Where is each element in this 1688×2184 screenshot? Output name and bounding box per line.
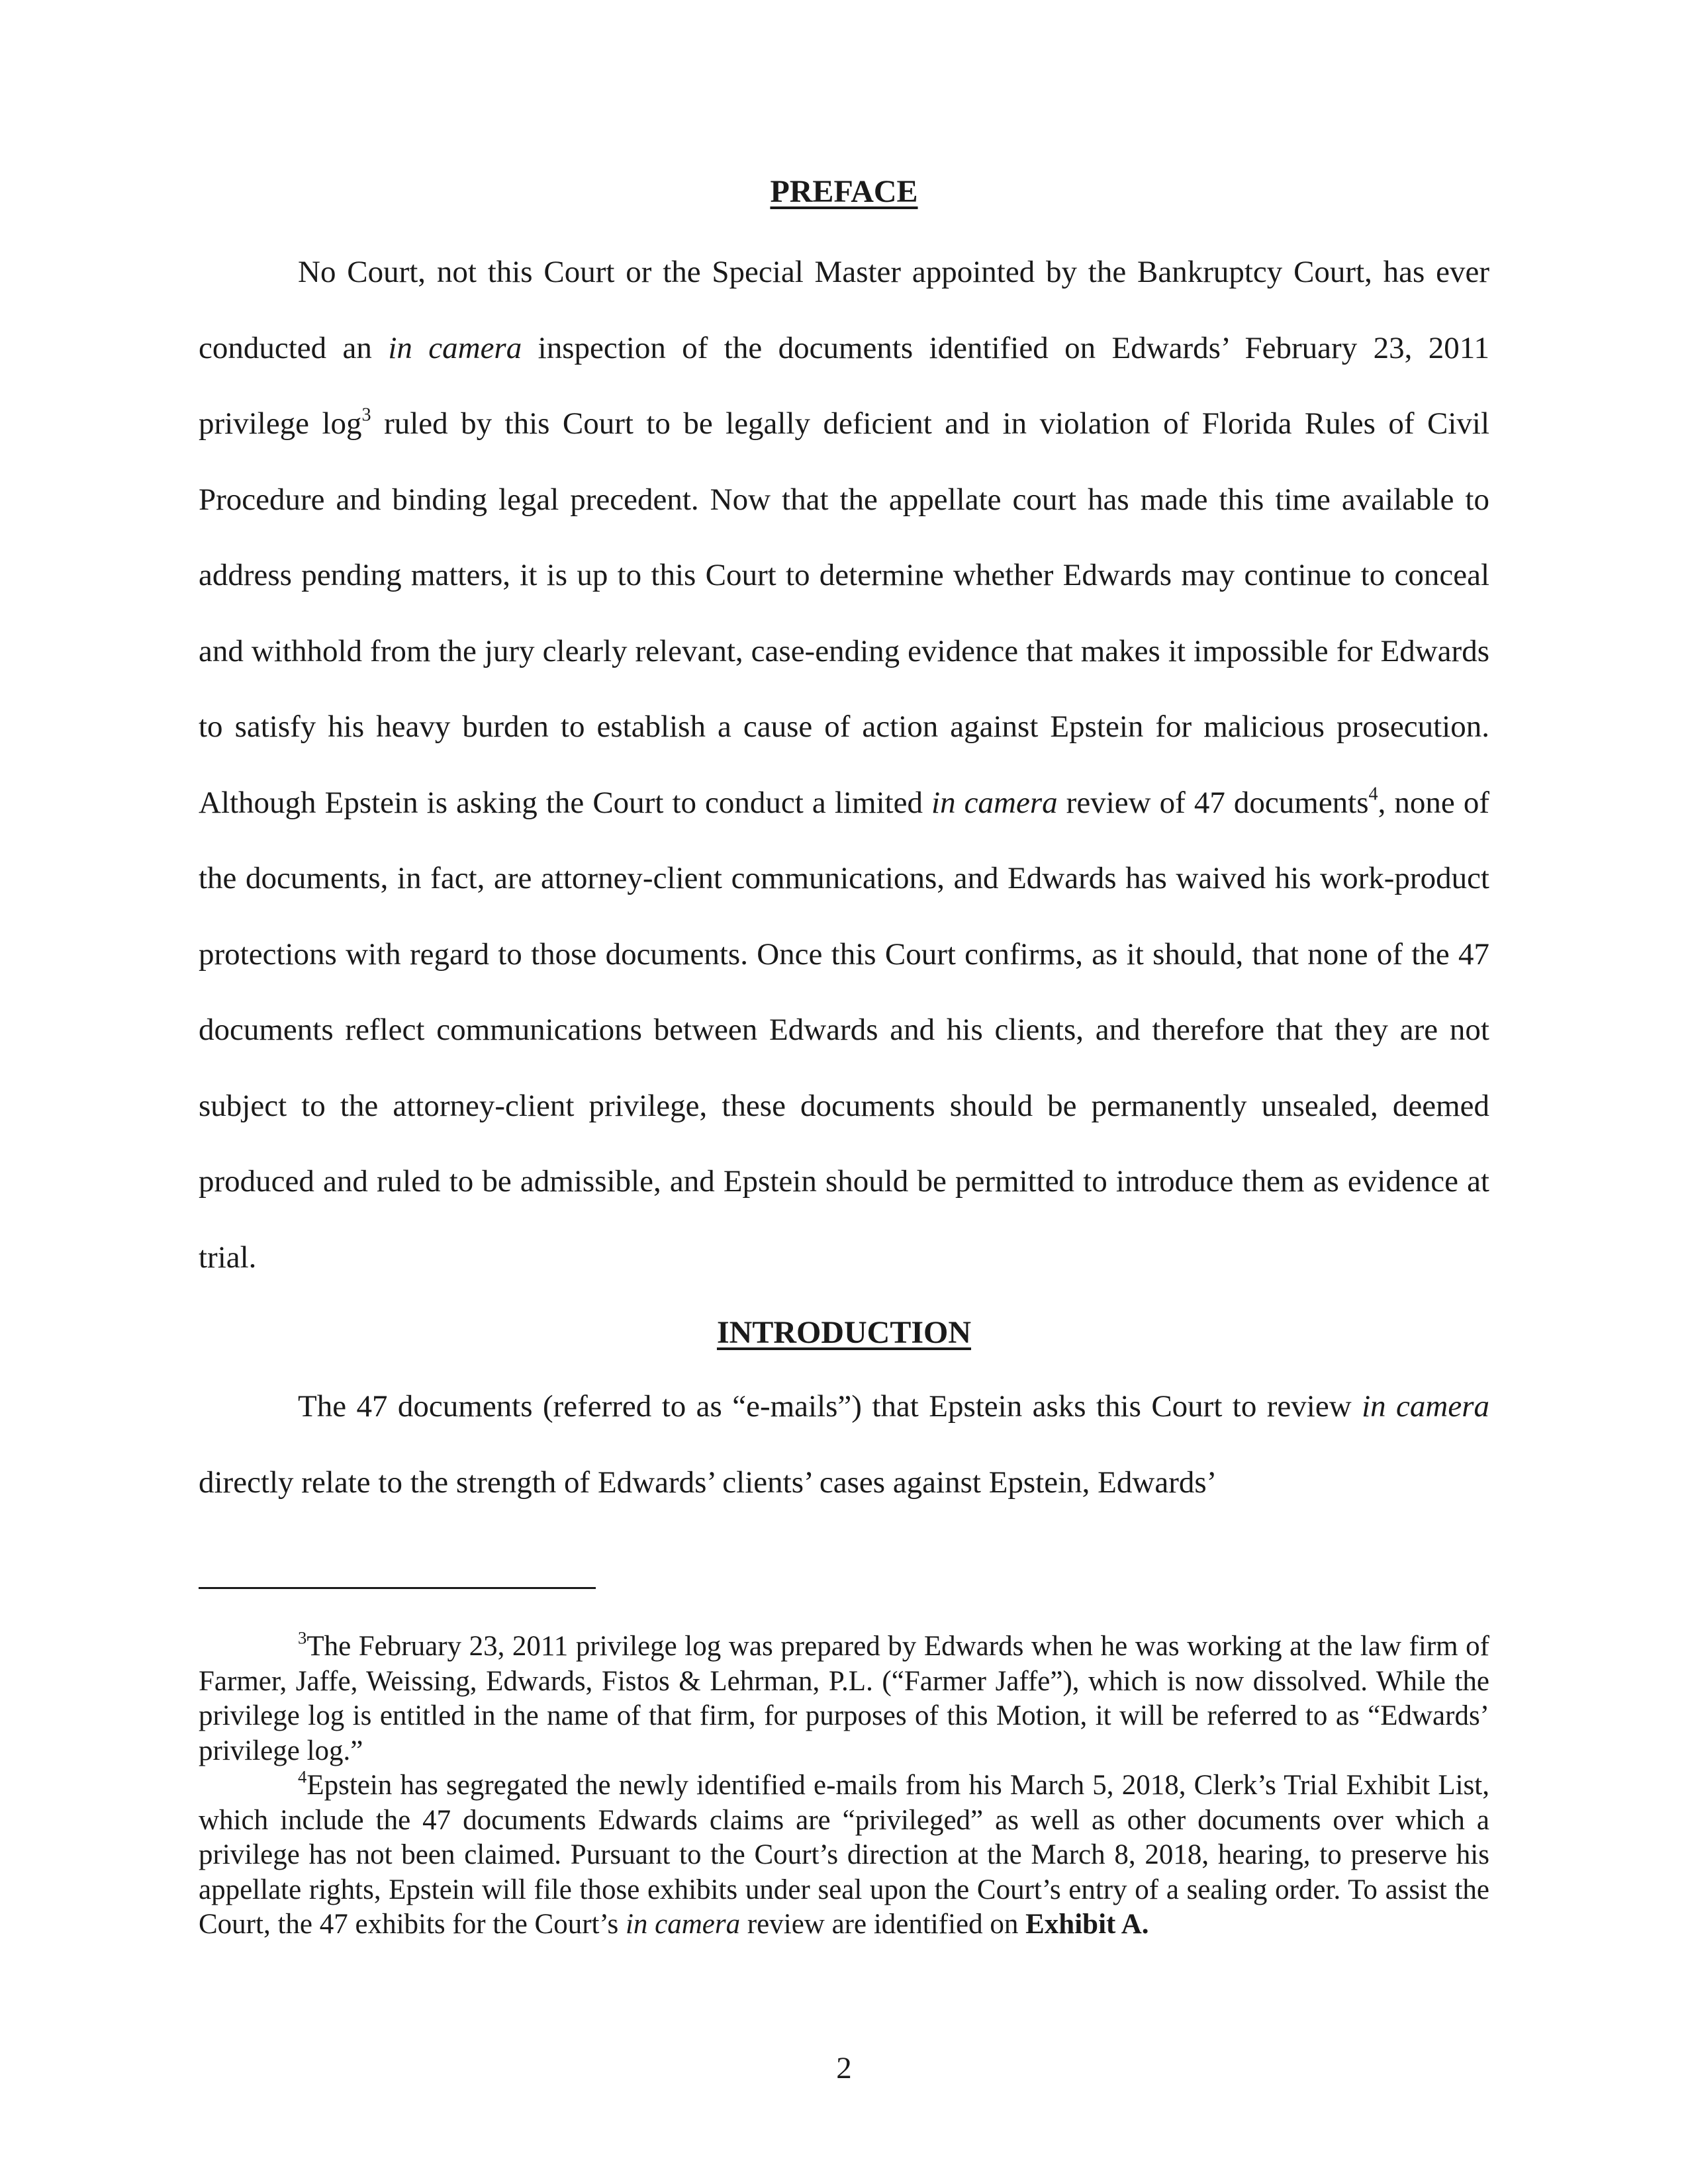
preface-text-2: inspection of the documents identified on Edwards’ February 23, 2011 privilege log	[199, 330, 1490, 441]
preface-text-5: , none of the documents, in fact, are attorney-client communications, and Edwards has waived his work-product protections with regard to those documents. Once this Court confirms, as it should, that none of the 47 documents reflect communications between Edwards and his clients, and therefore that they are not subject to the attorney-client privilege, these documents should be permanently unsealed, deemed produced and ruled to be admissible, and Epstein should be permitted to introduce them as evidence at trial.	[199, 785, 1490, 1275]
preface-italic-2: in camera	[931, 785, 1058, 820]
footnote-4-mark: 4	[298, 1766, 307, 1787]
preface-text-3: ruled by this Court to be legally deficient and in violation of Florida Rules of Civil Procedure and binding legal precedent. Now that the appellate court has made this time available to address pending matters, it is up to this Court to determine whether Edwards may continue to conceal and withhold from the jury clearly relevant, case-ending evidence that makes it impossible for Edwards to satisfy his heavy burden to establish a cause of action against Epstein for malicious prosecution. Although Epstein is asking the Court to conduct a limited	[199, 406, 1490, 820]
footnotes	[199, 1629, 1489, 1942]
footnote-ref-4: 4	[1368, 783, 1378, 804]
intro-text-2: directly relate to the strength of Edwards’ clients’ cases against Epstein, Edwards’	[199, 1465, 1217, 1500]
intro-text-1: The 47 documents (referred to as “e-mails”) that Epstein asks this Court to review	[298, 1389, 1362, 1424]
preface-text-4: review of 47 documents	[1057, 785, 1369, 820]
footnote-ref-3: 3	[361, 404, 371, 426]
preface-paragraph	[199, 234, 1489, 1295]
footnote-3-mark: 3	[298, 1627, 307, 1648]
footnote-4-italic: in camera	[625, 1909, 741, 1940]
footnote-separator	[199, 1587, 596, 1589]
footnote-4	[199, 1768, 1489, 1942]
preface-italic-1: in camera	[388, 330, 522, 365]
footnote-3-text: The February 23, 2011 privilege log was prepared by Edwards when he was working at the law firm of Farmer, Jaffe, Weissing, Edwards, Fistos & Lehrman, P.L. (“Farmer Jaffe”), which is now dissolved. While the privilege log is entitled in the name of that firm, for purposes of this Motion, it will be referred to as “Edwards’ privilege log.”	[199, 1631, 1489, 1766]
page-number: 2	[836, 2051, 852, 2085]
footnote-3	[199, 1629, 1489, 1768]
preface-heading: PREFACE	[770, 174, 918, 209]
footnote-4-text-2: review are identified on	[740, 1909, 1026, 1940]
introduction-paragraph	[199, 1369, 1489, 1520]
intro-italic: in camera	[1362, 1389, 1489, 1424]
preface-text-1: No Court, not this Court or the Special Master appointed by the Bankruptcy Court, has ever conducted an	[199, 255, 1489, 365]
footnote-4-text: Epstein has segregated the newly identified e-mails from his March 5, 2018, Clerk’s Trial Exhibit List, which include the 47 documents Edwards claims are “privileged” as well as other documents over which a privilege has not been claimed. Pursuant to the Court’s direction at the March 8, 2018, hearing, to preserve his appellate rights, Epstein will file those exhibits under seal upon the Court’s entry of a sealing order. To assist the Court, the 47 exhibits for the Court’s	[199, 1770, 1489, 1940]
footnote-4-bold: Exhibit A.	[1025, 1909, 1149, 1940]
introduction-heading: INTRODUCTION	[716, 1315, 972, 1350]
